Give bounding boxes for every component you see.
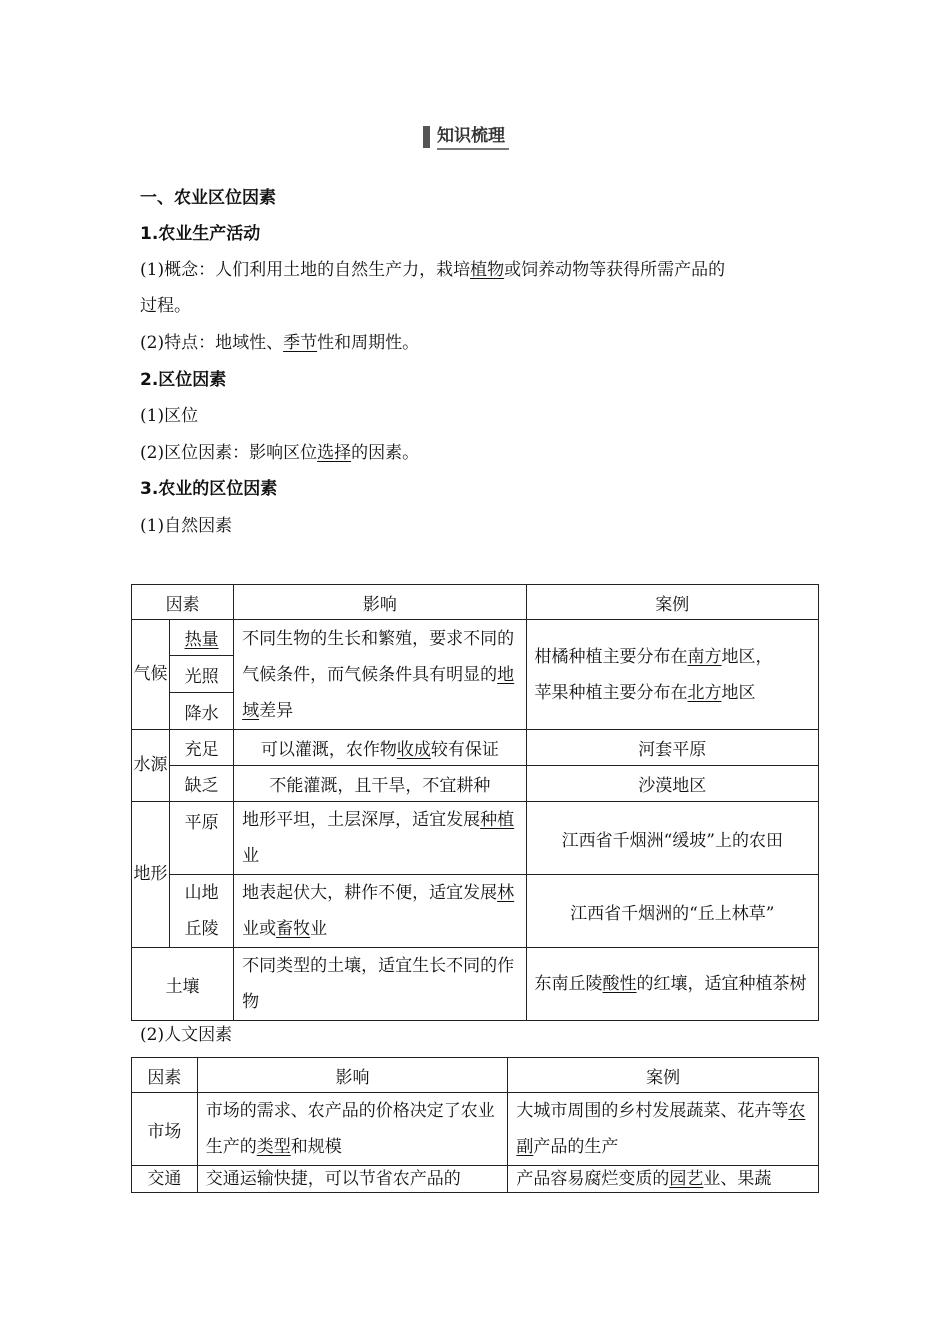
header-impact: 影响 xyxy=(234,585,526,620)
impact-cell: 地表起伏大，耕作不便，适宜发展林业或畜牧业 xyxy=(234,875,526,948)
header-case: 案例 xyxy=(526,585,818,620)
impact-cell: 交通运输快捷，可以节省农产品的 xyxy=(197,1166,508,1193)
blank-answer: 选择 xyxy=(317,443,352,463)
factor-cell: 缺乏 xyxy=(170,766,234,802)
blank-answer: 季节 xyxy=(283,333,318,353)
impact-cell: 地形平坦，土层深厚，适宜发展种植业 xyxy=(234,802,526,875)
table-row xyxy=(132,1166,819,1193)
human-factors-table xyxy=(131,1057,819,1193)
table-row xyxy=(132,620,819,656)
climate-case: 柑橘种植主要分布在南方地区， 苹果种植主要分布在北方地区 xyxy=(526,620,818,730)
blank-answer: 收成 xyxy=(396,740,431,760)
natural-factors-title: (1)自然因素 xyxy=(140,516,233,536)
case-cell: 产品容易腐烂变质的园艺业、果蔬 xyxy=(508,1166,819,1193)
case-cell: 沙漠地区 xyxy=(526,766,818,802)
impact-cell: 可以灌溉，农作物收成较有保证 xyxy=(234,730,526,766)
header-factor: 因素 xyxy=(132,585,234,620)
blank-answer: 酸性 xyxy=(602,974,637,994)
factor-cell: 交通 xyxy=(132,1166,198,1193)
table-row xyxy=(132,766,819,802)
factor-cell: 降水 xyxy=(170,693,234,730)
banner-title: 知识梳理 xyxy=(437,124,509,150)
blank-answer: 畜牧 xyxy=(276,919,311,939)
table-header-row xyxy=(132,1058,819,1093)
climate-group: 气候 xyxy=(132,620,170,730)
subsection-3-title: 3.农业的区位因素 xyxy=(140,479,278,499)
soil-factor: 土壤 xyxy=(132,948,234,1021)
impact-cell: 不同类型的土壤，适宜生长不同的作物 xyxy=(234,948,526,1021)
case-cell: 大城市周围的乡村发展蔬菜、花卉等农副产品的生产 xyxy=(508,1093,819,1166)
impact-cell: 市场的需求、农产品的价格决定了农业生产的类型和规模 xyxy=(197,1093,508,1166)
human-factors-title: (2)人文因素 xyxy=(140,1025,233,1045)
impact-cell: 不能灌溉，且干旱，不宜耕种 xyxy=(234,766,526,802)
table-row xyxy=(132,730,819,766)
table-row xyxy=(132,1093,819,1166)
factor-cell: 热量 xyxy=(170,620,234,656)
header-factor: 因素 xyxy=(132,1058,198,1093)
blank-answer: 类型 xyxy=(256,1137,291,1157)
header-impact: 影响 xyxy=(197,1058,508,1093)
factor-cell: 充足 xyxy=(170,730,234,766)
water-group: 水源 xyxy=(132,730,170,802)
case-cell: 江西省千烟洲“缓坡”上的农田 xyxy=(526,802,818,875)
blank-answer: 南方 xyxy=(687,646,722,667)
blank-answer: 林 xyxy=(497,883,515,903)
factor-cell: 市场 xyxy=(132,1093,198,1166)
concept-line-1: (1)概念：人们利用土地的自然生产力，栽培植物或饲养动物等获得所需产品的 xyxy=(140,260,726,280)
subsection-2-title: 2.区位因素 xyxy=(140,370,227,390)
blank-answer: 种植 xyxy=(480,810,515,830)
case-cell: 东南丘陵酸性的红壤，适宜种植茶树 xyxy=(526,948,818,1021)
factor-cell: 平原 xyxy=(170,802,234,875)
blank-answer: 农副 xyxy=(516,1101,806,1157)
location-item-2: (2)区位因素：影响区位选择的因素。 xyxy=(140,443,420,463)
blank-answer: 地域 xyxy=(242,664,515,721)
feature-line: (2)特点：地域性、季节性和周期性。 xyxy=(140,333,420,353)
section-title: 一、农业区位因素 xyxy=(140,188,276,208)
factor-cell: 光照 xyxy=(170,656,234,693)
subsection-1-title: 1.农业生产活动 xyxy=(140,224,261,244)
header-case: 案例 xyxy=(508,1058,819,1093)
natural-factors-table xyxy=(131,584,819,1021)
table-row xyxy=(132,802,819,875)
climate-impact: 不同生物的生长和繁殖，要求不同的气候条件，而气候条件具有明显的地域差异 xyxy=(234,620,526,730)
section-banner xyxy=(423,124,525,150)
table-row xyxy=(132,948,819,1021)
terrain-group: 地形 xyxy=(132,802,170,948)
table-row xyxy=(132,875,819,948)
case-cell: 江西省千烟洲的“丘上林草” xyxy=(526,875,818,948)
concept-line-2: 过程。 xyxy=(140,296,191,316)
blank-answer: 北方 xyxy=(687,682,722,703)
banner-bar-icon xyxy=(423,126,430,148)
blank-answer: 园艺 xyxy=(669,1169,704,1189)
location-item-1: (1)区位 xyxy=(140,406,199,426)
factor-cell: 山地丘陵 xyxy=(170,875,234,948)
blank-answer: 植物 xyxy=(470,260,505,280)
table-header-row xyxy=(132,585,819,620)
case-cell: 河套平原 xyxy=(526,730,818,766)
